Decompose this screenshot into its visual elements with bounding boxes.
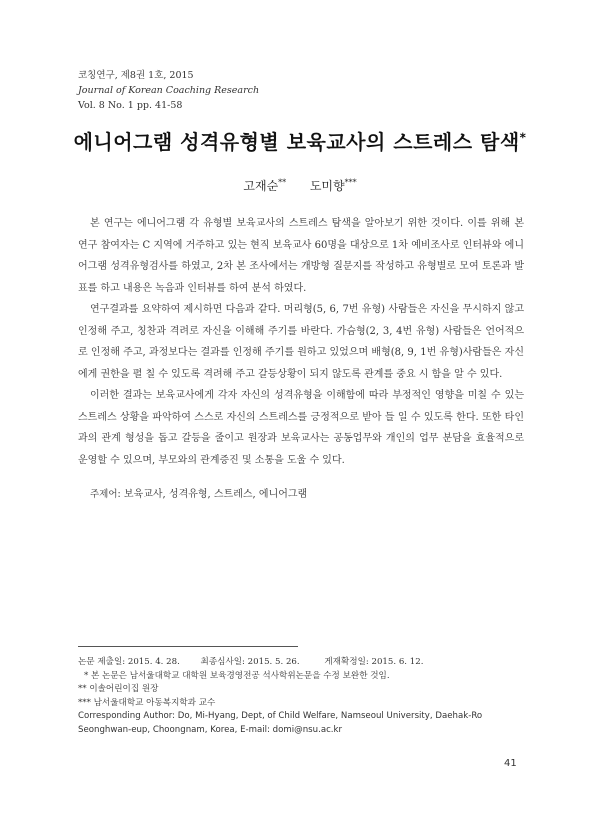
submitted-date: 논문 제출일: 2015. 4. 28. [78,657,180,667]
page-number: 41 [504,758,517,769]
footnote-author-2: *** 남서울대학교 아동복지학과 교수 [78,697,216,708]
journal-name: Journal of Korean Coaching Research [78,85,260,96]
accepted-date: 게재확정일: 2015. 6. 12. [324,657,424,667]
keywords-label: 주제어: [90,489,121,500]
abstract-paragraph-3: 이러한 결과는 보육교사에게 각자 자신의 성격유형을 이해함에 따라 부정적인 영향을 미칠 수 있는 스트레스 상황을 파악하여 스스로 자신의 스트레스를 긍정적으로 받아 들 일 수 있도록 한다. 또한 타인과의 관계 형성을 돕고 갈등을 줄이고 원장과 보육교사는 공동업무와 개인의 업무 분담을 효율적으로 운영할 수 있으며, 부모와의 관계증진 및 소통을 도울 수 있다. [78,390,524,466]
reviewed-date: 최종심사일: 2015. 5. 26. [200,657,300,667]
keywords-values: 보육교사, 성격유형, 스트레스, 에니어그램 [123,489,308,500]
abstract [78,213,524,471]
corresponding-author: Corresponding Author: Do, Mi-Hyang, Dept, of Child Welfare, Namseoul University, Daehak-Ro Seonghwan-eup, Choongnam, Korea, E-mail: domi@nsu.ac.kr [78,711,483,735]
author-1-name: 고재순 [243,179,279,193]
footnotes [78,656,528,737]
paper-title-text: 에니어그램 성격유형별 보육교사의 스트레스 탐색 [73,130,520,154]
publication-dates [78,656,528,670]
volume-line: Vol. 8 No. 1 pp. 41-58 [78,100,183,111]
author-2-mark: *** [344,178,357,187]
footnote-divider [78,646,298,647]
footnote-author-1: ** 이솔어린이집 원장 [78,684,159,694]
author-2-name: 도미향 [309,179,345,193]
author-list [0,177,600,194]
paper-title [0,126,600,155]
author-1-mark: ** [278,178,287,187]
footnote-thesis: * 본 논문은 남서울대학교 대학원 보육경영전공 석사학위논문을 수정 보완한 것임. [84,670,390,681]
keywords [90,485,307,500]
abstract-paragraph-2: 연구결과를 요약하여 제시하면 다음과 같다. 머리형(5, 6, 7번 유형) 사람들은 자신을 무시하지 않고 인정해 주고, 칭찬과 격려로 자신을 이해해 주기를 바란다. 가슴형(2, 3, 4번 유형) 사람들은 언어적으로 인정해 주고, 과정보다는 결과를 인정해 주기를 원하고 있었으며 배형(8, 9, 1번 유형)사람들은 자신에게 권한을 펼 칠 수 있도록 격려해 주고 갈등상황이 되지 않도록 관계를 중요 시 함을 알 수 있다. [78,304,524,380]
abstract-paragraph-1: 본 연구는 에니어그램 각 유형별 보육교사의 스트레스 탐색을 알아보기 위한 것이다. 이를 위해 본 연구 참여자는 C 지역에 거주하고 있는 현직 보육교사 60명을 대상으로 1차 예비조사로 인터뷰와 에니어그램 성격유형검사를 하였고, 2차 본 조사에서는 개방형 질문지를 작성하고 유형별로 모여 토론과 발표를 하고 내용은 녹음과 인터뷰를 하여 분석 하였다. [78,218,524,294]
journal-issue-line: 코칭연구, 제8권 1호, 2015 [78,70,194,81]
title-footnote-mark: * [519,130,527,145]
journal-header [78,68,259,113]
